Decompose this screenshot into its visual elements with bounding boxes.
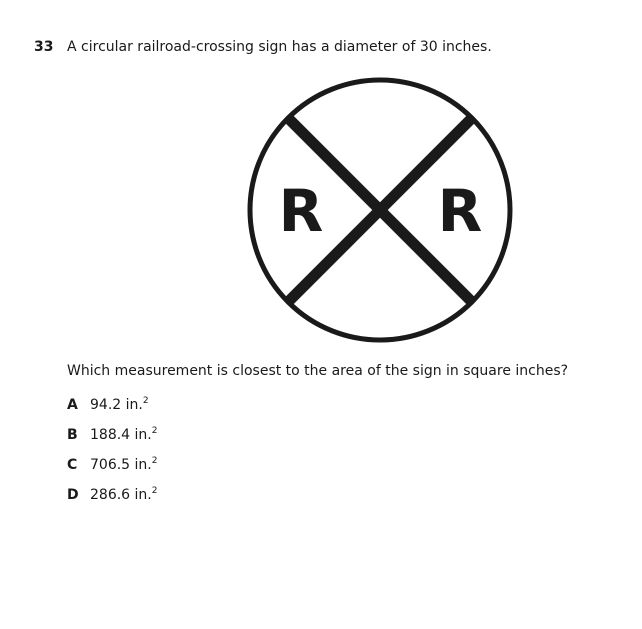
railroad-crossing-sign-figure xyxy=(246,76,514,344)
choice-value: 188.4 in. xyxy=(90,427,152,443)
choice-exponent: 2 xyxy=(142,396,149,406)
question-number: 33 xyxy=(34,39,54,55)
choice-exponent: 2 xyxy=(151,486,158,496)
answer-choice-c[interactable] xyxy=(67,456,157,486)
answer-choices xyxy=(67,396,157,516)
sign-letter-left: R xyxy=(278,177,324,245)
choice-value: 286.6 in. xyxy=(90,487,152,503)
question-prompt: Which measurement is closest to the area of the sign in square inches? xyxy=(67,363,569,379)
choice-value: 706.5 in. xyxy=(90,457,152,473)
answer-choice-a[interactable] xyxy=(67,396,157,426)
answer-choice-b[interactable] xyxy=(67,426,157,456)
answer-choice-d[interactable] xyxy=(67,486,157,516)
question-header xyxy=(34,38,492,56)
question-stem: A circular railroad-crossing sign has a diameter of 30 inches. xyxy=(67,39,492,55)
choice-exponent: 2 xyxy=(151,456,158,466)
choice-exponent: 2 xyxy=(151,426,158,436)
choice-letter: C xyxy=(67,457,78,473)
choice-value: 94.2 in. xyxy=(90,397,143,413)
choice-letter: D xyxy=(67,487,79,503)
choice-letter: B xyxy=(67,427,78,443)
choice-letter: A xyxy=(67,397,78,413)
railroad-crossing-sign-svg xyxy=(246,76,514,344)
sign-letter-right: R xyxy=(437,177,483,245)
